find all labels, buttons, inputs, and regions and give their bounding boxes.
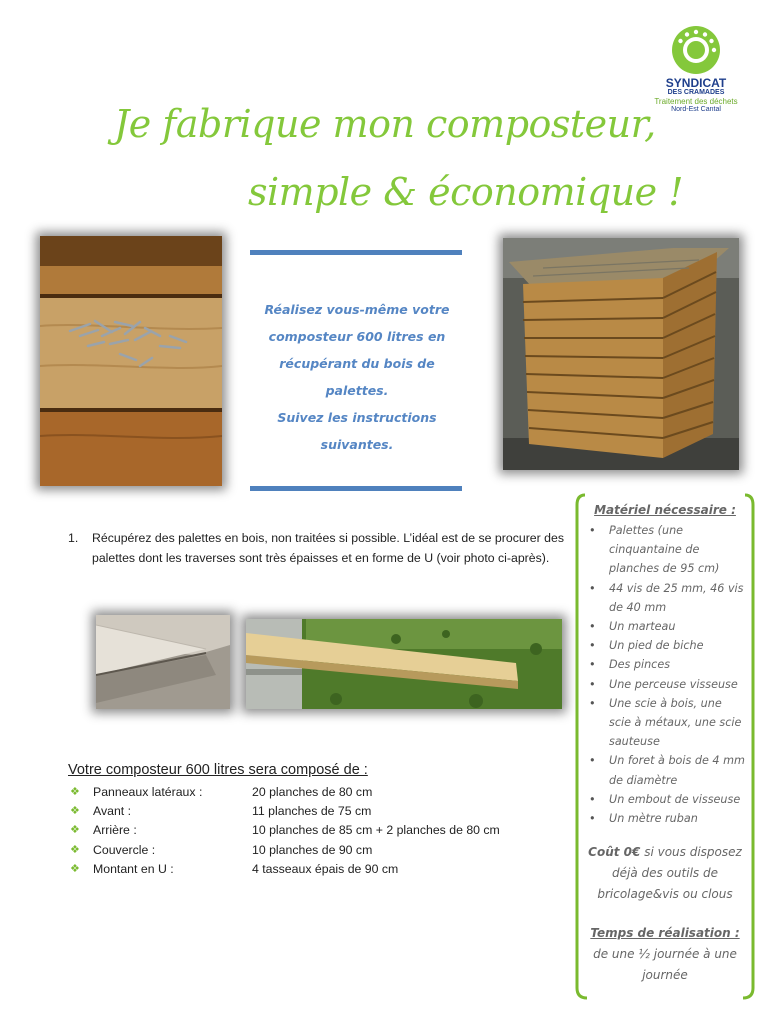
logo-line-2: DES CRAMADES — [667, 89, 725, 96]
composition-value: 20 planches de 80 cm — [252, 785, 373, 799]
materials-item: • Une perceuse visseuse — [609, 675, 755, 694]
composition-value: 4 tasseaux épais de 90 cm — [252, 861, 399, 876]
logo-line-4: Nord-Est Cantal — [671, 106, 721, 113]
page-title-line-1: Je fabrique mon composteur, — [114, 102, 656, 146]
photo-plank-on-grass — [246, 619, 562, 709]
diamond-bullet-icon: ❖ — [70, 862, 80, 875]
intro-text-2: Suivez les instructions suivantes. — [277, 410, 437, 452]
cost-note — [575, 842, 755, 905]
logo-emblem-icon — [668, 24, 724, 76]
diamond-bullet-icon: ❖ — [70, 824, 80, 837]
photo-u-shaped-crossbar — [96, 615, 230, 709]
photo-finished-composter — [503, 238, 739, 470]
composition-value: 10 planches de 85 cm + 2 planches de 80 cm — [252, 823, 500, 838]
composition-label: Panneaux latéraux : — [93, 785, 203, 799]
composition-item — [70, 802, 570, 821]
composition-label: Montant en U : — [93, 861, 174, 876]
materials-item: • Un foret à bois de 4 mm de diamètre — [609, 751, 755, 789]
diamond-bullet-icon: ❖ — [70, 786, 80, 798]
diamond-bullet-icon: ❖ — [70, 843, 80, 856]
intro-text-1: Réalisez vous-même votre composteur 600 litres en récupérant du bois de palettes. — [264, 302, 450, 398]
composition-value: 11 planches de 75 cm — [252, 804, 372, 819]
photo-screws-on-planks — [40, 236, 222, 486]
composition-list — [70, 783, 570, 879]
composition-value: 10 planches de 90 cm — [252, 842, 373, 857]
page-title-line-2: simple & économique ! — [248, 170, 683, 214]
materials-item: • Un marteau — [609, 617, 755, 636]
materials-item: • 44 vis de 25 mm, 46 vis de 40 mm — [609, 579, 755, 617]
composition-label: Avant : — [93, 804, 132, 819]
materials-list — [575, 521, 755, 828]
composition-label: Arrière : — [93, 823, 137, 838]
materials-item: • Un embout de visseuse — [609, 790, 755, 809]
composition-item — [70, 841, 570, 860]
materials-item: • Un mètre ruban — [609, 809, 755, 828]
cost-text: si vous disposez déjà des outils de bricolage&vis ou clous — [597, 845, 742, 902]
composition-item — [70, 783, 570, 802]
logo-line-3: Traitement des déchets — [654, 97, 738, 106]
intro-top-rule — [250, 250, 462, 255]
instruction-step-1 — [68, 528, 564, 568]
intro-bottom-rule — [250, 486, 462, 491]
time-title: Temps de réalisation : — [590, 926, 740, 941]
composition-title: Votre composteur 600 litres sera composé de : — [68, 762, 368, 778]
composition-item — [70, 860, 570, 879]
materials-sidebar — [575, 493, 755, 1000]
materials-content — [575, 503, 755, 986]
materials-item: • Palettes (une cinquantaine de planches de 95 cm) — [609, 521, 755, 579]
materials-item: • Des pinces — [609, 655, 755, 674]
materials-title: Matériel nécessaire : — [594, 503, 736, 517]
intro-text — [252, 296, 462, 458]
step-text: Récupérez des palettes en bois, non traitées si possible. L’idéal est de se procurer des palettes dont les traverses sont très épaisses et en forme de U (voir photo ci-après). — [92, 531, 564, 565]
materials-item: • Un pied de biche — [609, 636, 755, 655]
cost-label: Coût 0€ — [588, 845, 641, 860]
step-number: 1. — [68, 531, 79, 545]
logo-line-1: SYNDICAT — [665, 76, 727, 90]
composition-item — [70, 821, 570, 840]
diamond-bullet-icon: ❖ — [70, 805, 80, 818]
syndicat-logo — [640, 24, 752, 120]
time-text: de une ½ journée à une journée — [593, 947, 737, 983]
composition-label: Couvercle : — [93, 842, 156, 857]
materials-item: • Une scie à bois, une scie à métaux, une scie sauteuse — [609, 694, 755, 752]
